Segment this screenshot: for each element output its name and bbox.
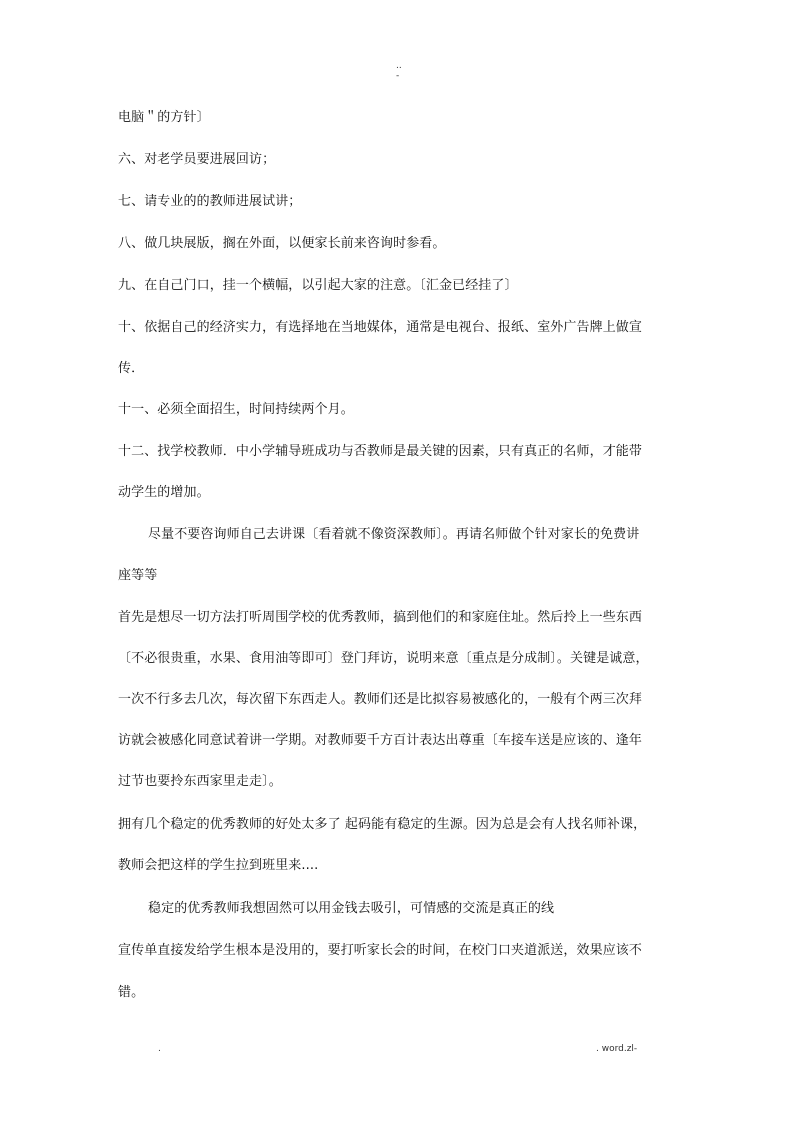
text-line: 拥有几个稳定的优秀教师的好处太多了 起码能有稳定的生源。因为总是会有人找名师补课，	[118, 817, 647, 832]
text-line: 八、做几块展版，搁在外面，以便家长前来咨询时参看。	[118, 236, 446, 251]
text-line: 动学生的增加。	[118, 485, 210, 500]
footer-right-mark: . word.zl-	[596, 1044, 638, 1054]
text-line: 宣传单直接发给学生根本是没用的，要打听家长会的时间，在校门口夹道派送，效果应该不	[118, 943, 643, 958]
text-line: 座等等	[118, 568, 158, 583]
text-line: 十、依据自己的经济实力，有选择地在当地媒体，通常是电视台、报纸、室外广告牌上做宣	[118, 320, 643, 335]
text-line: 九、在自己门口，挂一个横幅，以引起大家的注意。〔汇金已经挂了〕	[118, 278, 518, 293]
text-line: 六、对老学员要进展回访；	[118, 152, 276, 167]
text-line: 十一、必须全面招生，时间持续两个月。	[118, 402, 354, 417]
text-line: 稳定的优秀教师我想固然可以用金钱去吸引，可情感的交流是真正的线	[148, 901, 555, 916]
footer-left-mark: .	[158, 1044, 161, 1054]
header-dash: -	[396, 71, 400, 81]
text-line: 错。	[118, 985, 145, 1000]
text-line: 传．	[118, 361, 145, 376]
header-dots: ..	[396, 61, 402, 71]
text-line: 首先是想尽一切方法打听周围学校的优秀教师，搞到他们的和家庭住址。然后拎上一些东西	[118, 610, 643, 625]
text-line: 十二、找学校教师．中小学辅导班成功与否教师是最关键的因素，只有真正的名师，才能带	[118, 444, 643, 459]
text-line: 访就会被感化同意试着讲一学期。对教师要千方百计表达出尊重〔车接车送是应该的、逢年	[118, 733, 643, 748]
text-line: 一次不行多去几次，每次留下东西走人。教师们还是比拟容易被感化的，一般有个两三次拜	[118, 692, 643, 707]
text-line: 教师会把这样的学生拉到班里来....	[118, 858, 319, 873]
text-line: 过节也要拎东西家里走走〕。	[118, 774, 282, 789]
text-line: 〔不必很贵重，水果、食用油等即可〕登门拜访，说明来意〔重点是分成制〕。关键是诚意，	[118, 651, 649, 666]
text-line: 电脑＂的方针〕	[118, 110, 210, 125]
text-line: 尽量不要咨询师自己去讲课〔看着就不像资深教师〕。再请名师做个针对家长的免费讲	[148, 527, 640, 542]
text-line: 七、请专业的的教师进展试讲；	[118, 194, 302, 209]
